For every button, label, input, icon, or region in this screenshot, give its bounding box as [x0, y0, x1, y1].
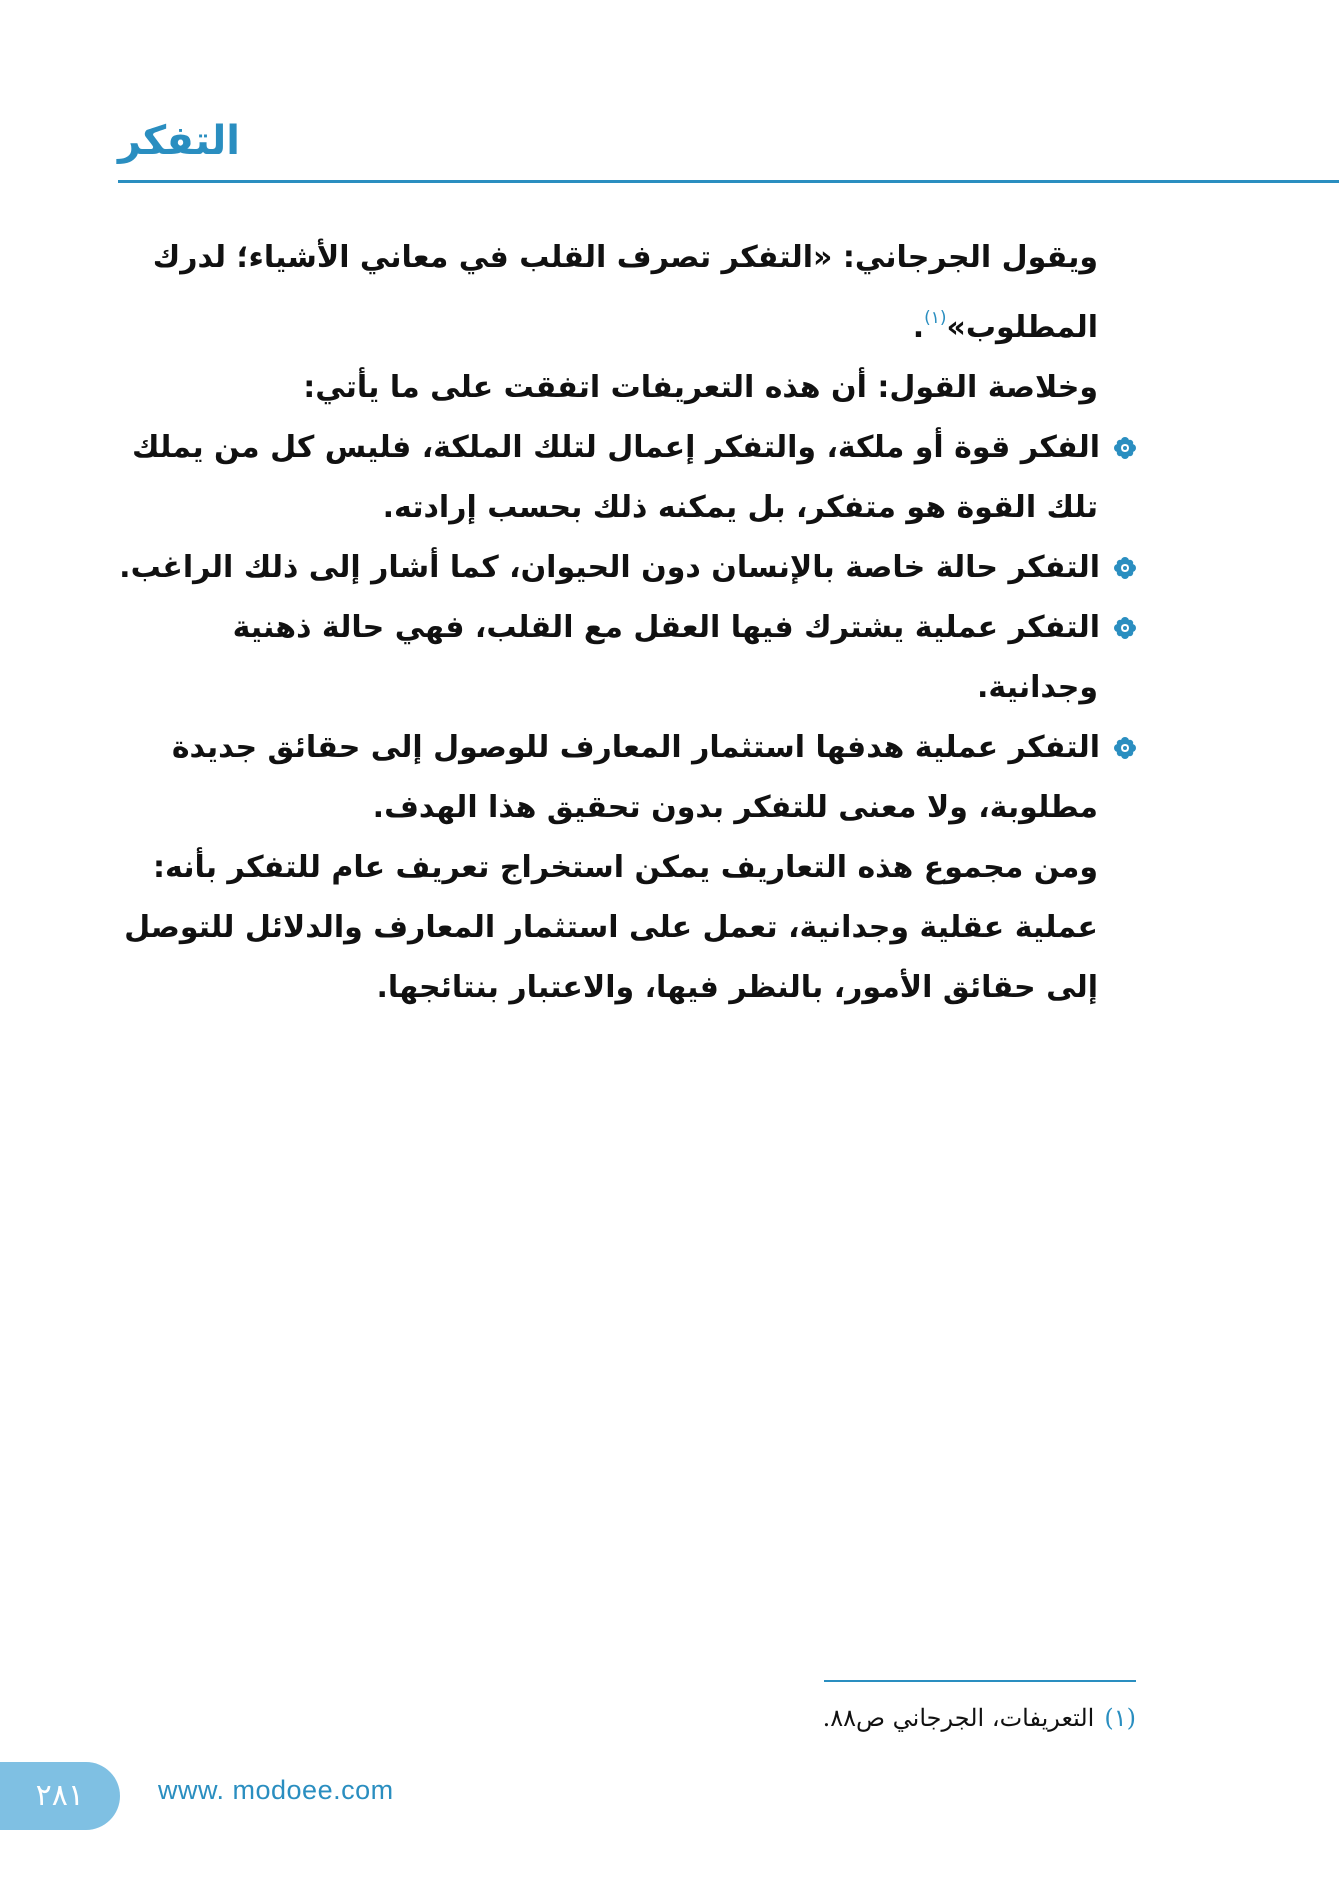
- bullet-text: التفكر حالة خاصة بالإنسان دون الحيوان، كما أشار إلى ذلك الراغب.: [119, 550, 1100, 585]
- bullet-item: [118, 538, 1136, 598]
- paragraph-general-definition: عملية عقلية وجدانية، تعمل على استثمار المعارف والدلائل للتوصل إلى حقائق الأمور، بالنظر فيها، والاعتبار بنتائجها.: [124, 910, 1098, 1005]
- quote-text: ويقول الجرجاني: «التفكر تصرف القلب في معاني الأشياء؛ لدرك المطلوب»: [152, 240, 1098, 345]
- paragraph-jurjani-quote: [118, 228, 1136, 358]
- flower-bullet-icon: [1114, 617, 1136, 639]
- bullet-item: [118, 718, 1136, 838]
- page-title: التفكر: [118, 118, 240, 164]
- paragraph-general-definition-intro: ومن مجموع هذه التعاريف يمكن استخراج تعريف عام للتفكر بأنه:: [153, 850, 1098, 885]
- bullet-text: الفكر قوة أو ملكة، والتفكر إعمال لتلك الملكة، فليس كل من يملك تلك القوة هو متفكر، بل يمكنه ذلك بحسب إرادته.: [132, 430, 1100, 525]
- bullet-item: [118, 598, 1136, 718]
- flower-bullet-icon: [1114, 737, 1136, 759]
- footnote-reference[interactable]: (١): [924, 308, 947, 328]
- flower-bullet-icon: [1114, 437, 1136, 459]
- bullet-item: [118, 418, 1136, 538]
- footnote: [600, 1700, 1136, 1736]
- page-number-badge: [0, 1762, 120, 1830]
- header-divider: [118, 180, 1339, 183]
- flower-bullet-icon: [1114, 557, 1136, 579]
- website-link[interactable]: www. modoee.com: [158, 1775, 394, 1805]
- main-content: [118, 228, 1136, 1018]
- footnote-text: التعريفات، الجرجاني ص٨٨.: [822, 1704, 1095, 1732]
- page-number: ٢٨١: [35, 1778, 84, 1813]
- quote-end: .: [912, 310, 925, 345]
- bullet-text: التفكر عملية يشترك فيها العقل مع القلب، فهي حالة ذهنية وجدانية.: [232, 610, 1100, 705]
- paragraph-summary: وخلاصة القول: أن هذه التعريفات اتفقت على ما يأتي:: [303, 370, 1098, 405]
- bullet-text: التفكر عملية هدفها استثمار المعارف للوصول إلى حقائق جديدة مطلوبة، ولا معنى للتفكر بدون تحقيق هذا الهدف.: [171, 730, 1100, 825]
- footnote-divider: [824, 1680, 1136, 1682]
- footnote-number: (١): [1104, 1704, 1136, 1732]
